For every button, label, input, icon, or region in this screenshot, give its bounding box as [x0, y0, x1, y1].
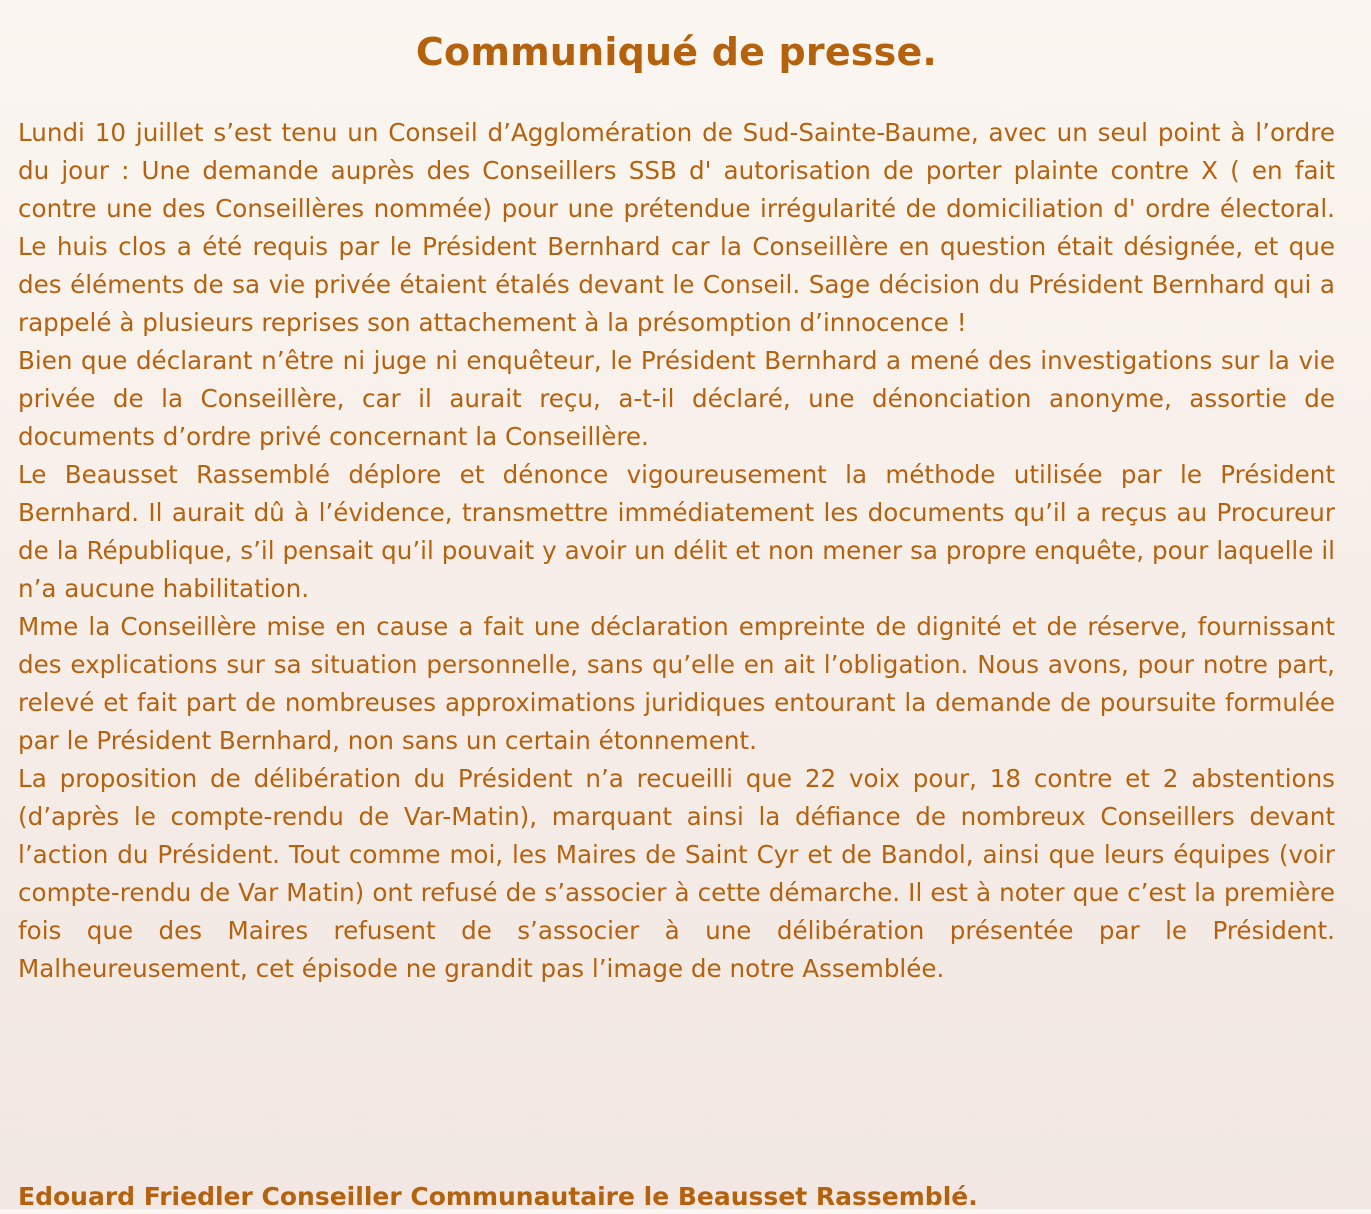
paragraph-meeting: Lundi 10 juillet s’est tenu un Conseil d’Agglomération de Sud-Sainte-Baume, avec un seul point à l’ordre du jour : Une demande auprès des Conseillers SSB d' autorisation de porter plainte contre X ( en fait contre une des Conseillères nommée) pour une prétendue irrégularité de domiciliation d' ordre électoral. Le huis clos a été requis par le Président Bernhard car la Conseillère en question était désignée, et que des éléments de sa vie privée étaient étalés devant le Conseil. Sage décision du Président Bernhard qui a rappelé à plusieurs reprises son attachement à la présomption d’innocence ! — [18, 118, 1335, 337]
page-title: Communiqué de presse. — [415, 30, 938, 74]
paragraph-criticism: Le Beausset Rassemblé déplore et dénonce vigoureusement la méthode utilisée par le Président Bernhard. Il aurait dû à l’évidence, transmettre immédiatement les documents qu’il a reçus au Procureur de la République, s’il pensait qu’il pouvait y avoir un délit et non mener sa propre enquête, pour laquelle il n’a aucune habilitation. — [18, 460, 1335, 603]
signature: Edouard Friedler Conseiller Communautaire le Beausset Rassemblé. — [18, 1182, 978, 1211]
press-release-body — [18, 114, 1335, 988]
paragraph-investigation: Bien que déclarant n’être ni juge ni enquêteur, le Président Bernhard a mené des investigations sur la vie privée de la Conseillère, car il aurait reçu, a-t-il déclaré, une dénonciation anonyme, assortie de documents d’ordre privé concernant la Conseillère. — [18, 346, 1335, 451]
paragraph-vote: La proposition de délibération du Président n’a recueilli que 22 voix pour, 18 contre et 2 abstentions (d’après le compte-rendu de Var-Matin), marquant ainsi la défiance de nombreux Conseillers devant l’action du Président. Tout comme moi, les Maires de Saint Cyr et de Bandol, ainsi que leurs équipes (voir compte-rendu de Var Matin) ont refusé de s’associer à cette démarche. Il est à noter que c’est la première fois que des Maires refusent de s’associer à une délibération présentée par le Président. Malheureusement, cet épisode ne grandit pas l’image de notre Assemblée. — [18, 764, 1335, 983]
paragraph-declaration: Mme la Conseillère mise en cause a fait une déclaration empreinte de dignité et de réserve, fournissant des explications sur sa situation personnelle, sans qu’elle en ait l’obligation. Nous avons, pour notre part, relevé et fait part de nombreuses approximations juridiques entourant la demande de poursuite formulée par le Président Bernhard, non sans un certain étonnement. — [18, 612, 1335, 755]
